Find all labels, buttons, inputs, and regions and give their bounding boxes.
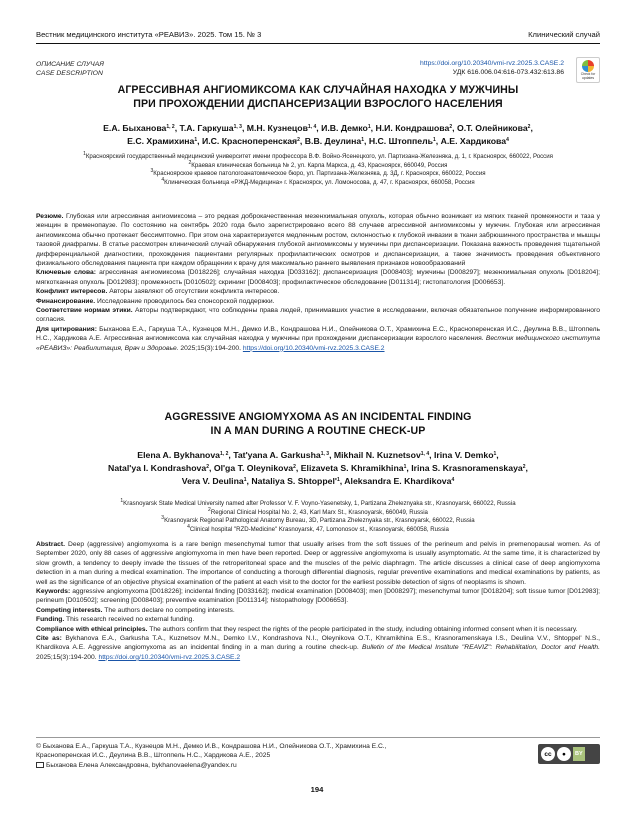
title-ru [36,83,600,111]
author-sup: 1 [336,477,340,483]
keywords-ru [36,268,600,287]
author-name: Е.А. Быханова [103,123,167,133]
ethics-en [36,625,600,634]
affiliation-text: Regional Clinical Hospital No. 2, 43, Karl Marx St., Krasnoyarsk, 660049, Russia [210,508,428,516]
author-name: О.Т. Олейникова [456,123,528,133]
author-sup: 2 [522,464,526,470]
author-name: Elizaveta S. Khramikhina [300,463,404,473]
en-body [36,540,600,662]
authors-en [36,449,600,488]
ethics-text: Авторы подтверждают, что соблюдены права людей, принимавших участие в исследовании, включая обязательное получение информированного согласия. [36,307,601,324]
article-type [36,60,104,78]
author-sup: 1, 4 [307,124,317,130]
cite-tail: 2025;15(3):194-200. [180,344,242,352]
footer-divider [36,737,600,738]
affiliations-ru [36,153,600,187]
page-number: 194 [310,785,324,794]
udk: УДК 616.006.04:616-073.432:613.86 [452,69,564,77]
ethics-text: The authors confirm that they respect the rights of the people participated in the study, including obtaining informed consent when it is necessary. [149,625,578,633]
author-sup: 2 [297,137,300,143]
cite-journal: Bulletin of the Medical Institute "REAVIZ": Rehabilitation, Doctor and Health. [362,644,600,652]
affiliation-text: Красноярский государственный медицинский университет имени профессора В.Ф. Войно-Ясенецкого, ул. Партизана-Железняка, д. 1, г. Красноярск, 660022, Россия [85,153,553,160]
funding-label: Финансирование. [36,297,96,305]
author-sup: 2 [206,464,209,470]
author-name: Т.А. Гаркуша [179,123,234,133]
cite-label: Cite as: [36,635,62,643]
author-sup: 1 [403,464,407,470]
author-name: Irina V. Demko [433,450,494,460]
conflict-ru [36,287,600,296]
contact-text[interactable]: Быханова Елена Александровна, bykhanovaelena@yandex.ru [46,761,237,769]
contact [36,761,506,770]
cite-text: Bykhanova E.A., Garkusha T.A., Kuznetsov M.N., Demko I.V., Kondrashova N.I., Oleynikova O.T., Khramikhina E.S., Krasnoramenskaya I.S., Deulina V.V., Shtoppel' N.S., Khardikova A.E. Aggressive angiomyxoma as an incidental finding in a man during a routine check-up. [36,635,600,652]
funding-text: This research received no external funding. [65,616,195,624]
authors-ru-line2: Е.С. Храмихина$^1$, И.С. Красноперенская$^2$, В.В. Деулина$^1$, Н.С. Штоппель$^1$, А.Е. Хардикова$^4$ [127,136,509,146]
doi-link[interactable]: https://doi.org/10.20340/vmi-rvz.2025.3.CASE.2 [420,60,564,67]
citation-en [36,634,600,662]
author-sup: 4 [506,137,509,143]
cite-tail: 2025;15(3):194-200. [36,653,97,661]
affiliation-text: Клиническая больница «РЖД-Медицина» г. Красноярск, ул. Ломоносова, д. 47, г. Красноярск, 660058, Россия [164,178,475,186]
author-name: Н.С. Штоппель [368,136,433,146]
affiliation-item [36,500,600,509]
affiliation-sup: 3 [150,168,154,175]
author-sup: 2 [449,124,453,130]
article-ids [420,59,564,78]
affiliation-text: Krasnoyarsk State Medical University named after Professor V. F. Voyno-Yasenetsky, 1, Partizana Zheleznyaka str., Krasnoyarsk, 660022, Russia [123,500,516,507]
abstract-label: Abstract. [36,541,65,548]
author-sup: 1 [243,477,247,483]
title-en-line1: AGGRESSIVE ANGIOMYXOMA AS AN INCIDENTAL FINDING [164,411,472,423]
citation-ru [36,325,600,353]
ethics-ru [36,306,600,325]
affiliation-sup: 1 [120,498,124,504]
authors-ru-line1: Е.А. Быханова$^{1, 2}$, Т.А. Гаркуша$^{1, 3}$, М.Н. Кузнецов$^{1, 4}$, И.В. Демко$^1$, Н.И. Кондрашова$^2$, О.Т. Олейникова$^2$, [103,123,533,133]
header-divider [36,43,600,44]
affiliation-text: Krasnoyarsk Regional Pathological Anatomy Bureau, 3D, Partizana Zheleznyaka str., Krasnoyarsk, 660022, Russia [164,517,475,525]
badge-label: Check for updates [580,72,596,80]
author-name: Ol'ga T. Oleynikova [213,463,294,473]
author-sup: 1, 4 [420,451,430,457]
author-name: Mikhail N. Kuznetsov [333,450,421,460]
conflict-label: Competing interests. [36,606,103,614]
abstract-en [36,540,600,587]
affiliation-item [36,517,600,526]
authors-en-line3: Vera V. Deulina$^1$, Nataliya S. $Shtoppel'^1$, Aleksandra E. Khardikova$^4$ [181,476,455,486]
cite-doi-link[interactable]: https://doi.org/10.20340/vmi-rvz.2025.3.CASE.2 [98,653,241,661]
cc-license-badge[interactable] [538,744,600,764]
author-name: Tat'yana A. Garkusha [233,450,321,460]
author-name: И.В. Демко [321,123,368,133]
affiliation-sup: 1 [83,151,86,157]
author-sup: 1 [367,124,371,130]
title-ru-line1: АГРЕССИВНАЯ АНГИОМИКСОМА КАК СЛУЧАЙНАЯ НАХОДКА У МУЖЧИНЫ [117,84,519,96]
author-sup: 2 [527,124,531,130]
copyright-line1: © Быханова Е.А., Гаркуша Т.А., Кузнецов М.Н., Демко И.В., Кондрашова Н.И., Олейникова О.Т., Храмихина Е.С., [36,743,387,750]
keywords-text: агрессивная ангиомиксома [D018226]; случайная находка [D033162]; диспансеризация [D008403]; мужчины [D008297]; мезенхимальная опухоль [D018204]; мягкотканная опухоль [D012983]; промежность [D010502]; скрининг [D008403]; профилактическое обследование [D011314]; гистопатология [D006653]. [36,269,600,286]
abstract-ru [36,212,600,268]
affiliation-sup: 4 [187,523,190,530]
cite-journal: Вестник медицинского института «РЕАВИЗ»: Реабилитация, Врач и Здоровье. [36,335,601,352]
author-sup: 1 [432,137,436,143]
article-type-ru: ОПИСАНИЕ СЛУЧАЯ [36,61,104,68]
affiliation-text: Красноярское краевое патологоанатомическое бюро, ул. Партизана-Железняка, д. 3Д, г. Красноярск, 660022, Россия [153,170,486,178]
affiliation-item [36,153,600,162]
author-name: Vera V. Deulina [181,476,244,486]
copyright-line2: Красноперенская И.С., Деулина В.В., Штоппель Н.С., Хардикова А.Е., 2025 [36,752,271,760]
cc-icon: cc [541,747,555,761]
keywords-label: Keywords: [36,588,71,596]
conflict-label: Конфликт интересов. [36,288,108,296]
section-name: Клинический случай [528,30,600,39]
author-sup: 4 [451,477,455,483]
author-sup: 1 [194,137,198,143]
journal-name: Вестник медицинского института «РЕАВИЗ». 2025. Том 15. № 3 [36,30,262,39]
author-sup: 1, 3 [233,124,242,130]
conflict-en [36,606,600,615]
affiliation-text: Краевая клиническая больница № 2, ул. Карла Маркса, д. 43, Красноярск, 660049, Россия [191,161,448,169]
author-sup: 2 [293,464,296,470]
ethics-label: Compliance with ethical principles. [36,625,148,633]
cite-label: Для цитирования: [36,325,97,333]
title-en [36,410,600,438]
abstract-text: Глубокая или агрессивная ангиомиксома – это редкая доброкачественная мезенхимальная опухоль, которая обычно возникает из мягких тканей промежности и таза у женщин в пременопаузе. По состоянию на сентябрь 2020 года было зарегистрировано всего 88 случаев агрессивной ангиомиксомы у мужчин. Глубокая или агрессивная ангиомиксома обычно протекает бессимптомно. При этом она характеризуется медленным ростом, склонностью к глубокой инвазии в ткани забрюшинного пространства и мышцы тазовой диафрагмы. В статье рассмотрен клинический случай обнаружения глубокой ангиомиксомы у мужчины при диспансеризации. Показана важность проведения тщательной дифференциальной диагностики, прохождения пациентами регулярных профилактических осмотров и диспансеризации, а также значимость проведения объективного физикального обследования пациента при каждом обращении к врачу для максимально раннего выявления признаков новообразований [36,213,600,268]
article-type-en: CASE DESCRIPTION [36,70,103,77]
author-sup: 1 [493,451,497,457]
author-name: Aleksandra E. Khardikova [344,476,452,486]
author-sup: 1, 3 [320,451,330,457]
author-name: Natal'ya I. Kondrashova [108,463,207,473]
author-name: Nataliya S. Shtoppel' [251,476,337,486]
author-name: А.Е. Хардикова [440,136,507,146]
funding-en [36,615,600,624]
affiliation-sup: 3 [161,515,165,522]
affiliation-sup: 2 [188,159,192,166]
author-sup: 1, 2 [220,451,229,457]
affiliation-item [36,159,600,171]
check-for-updates-icon [582,60,594,72]
keywords-en [36,587,600,606]
ethics-label: Соответствие нормам этики. [36,307,133,315]
by-person-icon: ● [557,747,571,761]
title-ru-line2: ПРИ ПРОХОЖДЕНИИ ДИСПАНСЕРИЗАЦИИ ВЗРОСЛОГО НАСЕЛЕНИЯ [133,98,503,111]
keywords-label: Ключевые слова: [36,269,96,277]
author-name: Elena A. Bykhanova [137,450,221,460]
title-en-line2: IN A MAN DURING A ROUTINE CHECK-UP [210,425,426,438]
affiliation-item [36,170,600,179]
abstract-text: Deep (aggressive) angiomyxoma is a rare benign mesenchymal tumor that usually arises from the soft tissues of the perineum and pelvis in premenopausal women. As of September 2020, only 88 cases of aggressive angiomyxoma in men have been reported. Deep or aggressive angiomyxoma is usually asymptomatic. At the same time, it is characterized by slow growth, a tendency to deeply invade the tissues of the retroperitoneal space and the muscles of the pelvic diaphragm. The article discusses a clinical case of deep angiomyxoma detection in a man during a medical examination. The importance of conducting a thorough differential diagnosis, regular preventive examinations and medical examinations by patients, as well as the significance of an objective physical examination of the patient at each visit to the doctor for the earliest possible detection of signs of neoplasms is shown. [36,541,601,586]
check-for-updates-badge[interactable] [576,57,600,83]
author-name: М.Н. Кузнецов [246,123,308,133]
author-name: В.В. Деулина [304,136,362,146]
affiliation-text: Clinical hospital "RZD-Medicine" Krasnoyarsk, 47, Lomonosov st., Krasnoyarsk, 660058, Russia [189,525,449,533]
author-name: Irina S. Krasnoramenskaya [411,463,523,473]
cite-doi-link[interactable]: https://doi.org/10.20340/vmi-rvz.2025.3.CASE.2 [242,344,385,352]
abstract-label: Резюме. [36,213,64,220]
affiliation-sup: 2 [208,506,211,513]
funding-text: Исследование проводилось без спонсорской поддержки. [96,297,275,305]
conflict-text: Авторы заявляют об отсутствии конфликта интересов. [109,288,280,296]
running-header [36,30,600,39]
copyright [36,742,506,770]
funding-label: Funding. [36,616,65,624]
author-name: Е.С. Храмихина [127,136,195,146]
keywords-text: aggressive angiomyxoma [D018226]; incidental finding [D033162]; medical examination [D008403]; men [D008297]; mesenchymal tumor [D018204]; soft tissue tumor [D012983]; perineum [D010502]; screening [D008403]; preventive examination [D011314]; histopathology [D006653]. [36,588,601,605]
cc-license-label: BY [573,747,585,761]
cite-text: Быханова Е.А., Гаркуша Т.А., Кузнецов М.Н., Демко И.В., Кондрашова Н.И., Олейникова О.Т., Храмихина Е.С., Красноперенская И.С., Деулина В.В., Штоппель Н.С., Хардикова А.Е. Агрессивная ангиомиксома как случайная находка у мужчины при прохождении диспансеризации взрослого населения. [36,325,600,343]
affiliation-item [36,506,600,518]
conflict-text: The authors declare no competing interests. [104,606,235,614]
affiliation-item [36,523,600,535]
author-name: И.С. Красноперенская [202,136,298,146]
author-sup: 1, 2 [166,124,175,130]
ru-body [36,212,600,353]
funding-ru [36,297,600,306]
mail-icon [36,762,44,768]
author-sup: 1 [361,137,364,143]
authors-en-line1: Elena A. Bykhanova$^{1, 2}$, Tat'yana A. Garkusha$^{1, 3}$, Mikhail N. Kuznetsov$^{1, 4}$, Irina V. Demko$^1$, [137,450,499,460]
authors-en-line2: Natal'ya I. Kondrashova$^2$, Ol'ga T. Oleynikova$^2$, Elizaveta S. Khramikhina$^1$, Irina S. Krasnoramenskaya$^2$, [108,463,528,473]
authors-ru [36,122,600,148]
affiliation-item [36,176,600,188]
affiliations-en [36,500,600,534]
affiliation-sup: 4 [161,176,165,183]
author-name: Н.И. Кондрашова [375,123,450,133]
